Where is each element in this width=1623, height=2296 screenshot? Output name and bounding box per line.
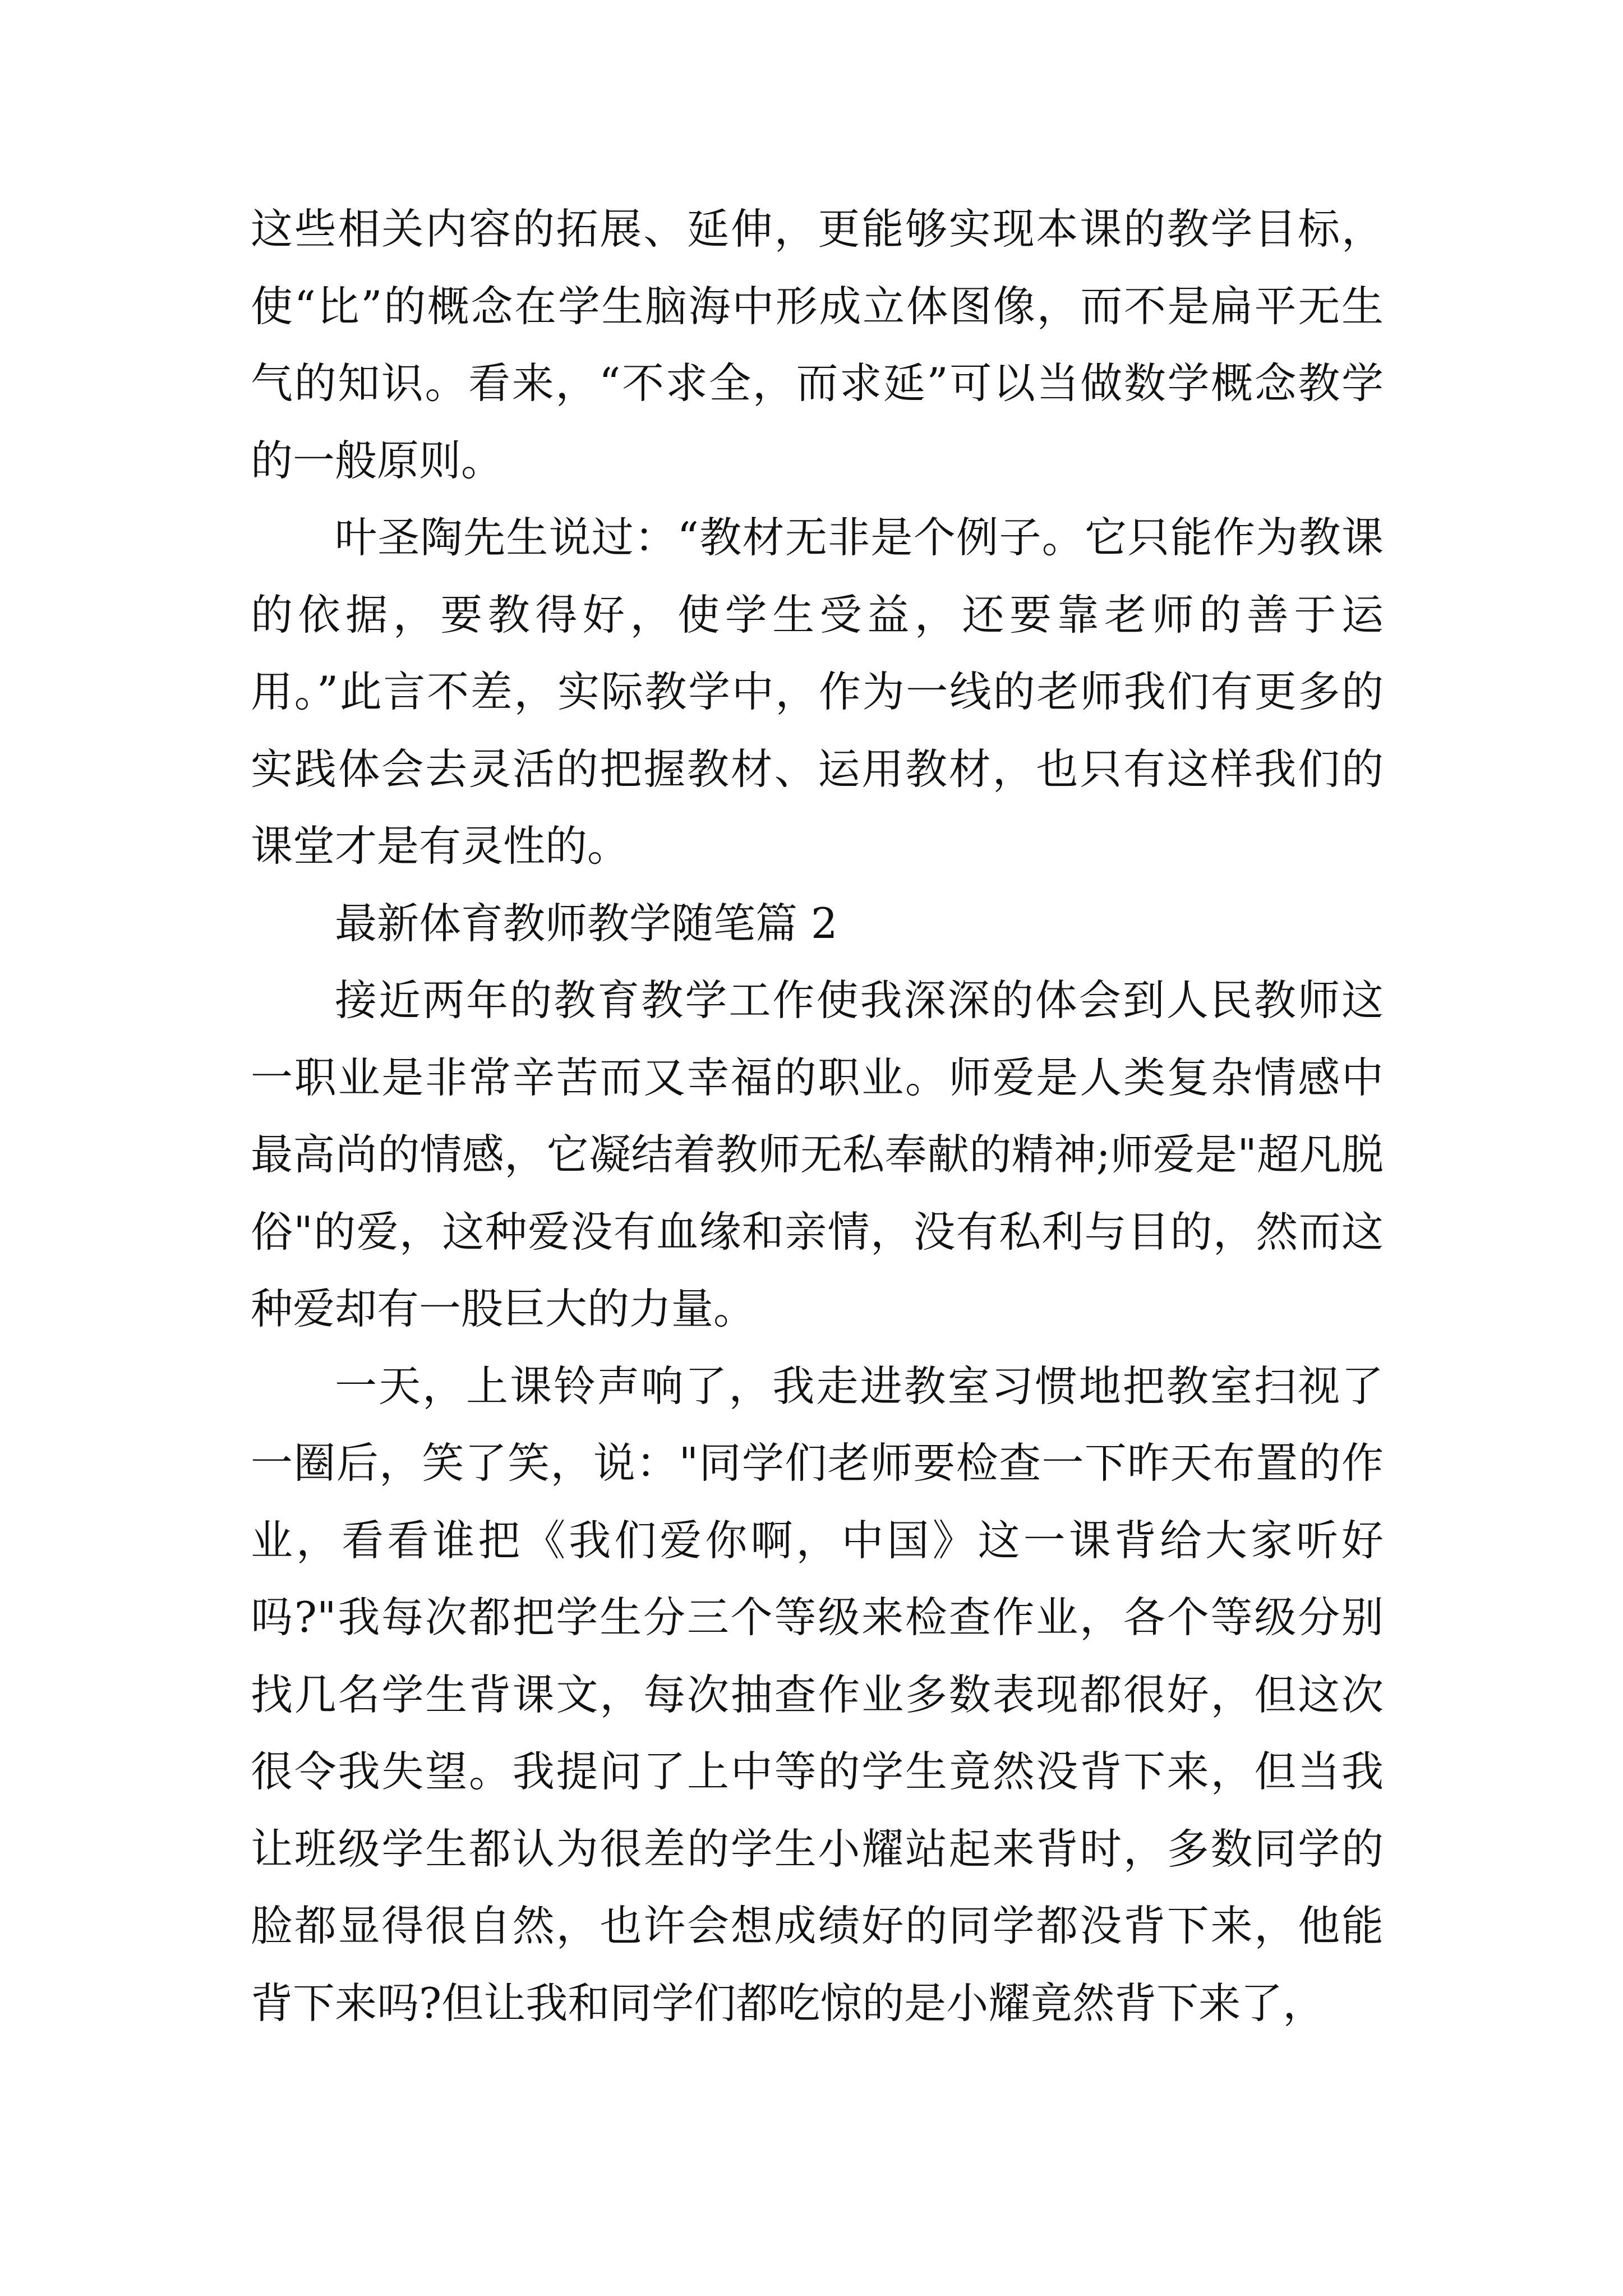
paragraph-ye-shengtao-quote: 叶圣陶先生说过：“教材无非是个例子。它只能作为教课的依据，要教得好，使学生受益，还要靠老师的善于运用。”此言不差，实际教学中，作为一线的老师我们有更多的实践体会去灵活的把握教材、运用教材，也只有这样我们的课堂才是有灵性的。	[251, 513, 1384, 871]
body-text	[251, 191, 1384, 2042]
paragraph-continuation: 这些相关内容的拓展、延伸，更能够实现本课的教学目标，使“比”的概念在学生脑海中形成立体图像，而不是扁平无生气的知识。看来，“不求全，而求延”可以当做数学概念教学的一般原则。	[251, 204, 1384, 485]
paragraph-classroom-story: 一天，上课铃声响了，我走进教室习惯地把教室扫视了一圈后，笑了笑，说："同学们老师要检查一下昨天布置的作业，看看谁把《我们爱你啊，中国》这一课背给大家听好吗?"我每次都把学生分三个等级来检查作业，各个等级分别找几名学生背课文，每次抽查作业多数表现都很好，但这次很令我失望。我提问了上中等的学生竟然没背下来，但当我让班级学生都认为很差的学生小耀站起来背时，多数同学的脸都显得很自然，也许会想成绩好的同学都没背下来，他能背下来吗?但让我和同学们都吃惊的是小耀竟然背下来了，	[251, 1361, 1384, 2028]
section-heading: 最新体育教师教学随笔篇 2	[335, 898, 838, 948]
paragraph-teacher-love: 接近两年的教育教学工作使我深深的体会到人民教师这一职业是非常辛苦而又幸福的职业。师爱是人类复杂情感中最高尚的情感，它凝结着教师无私奉献的精神;师爱是"超凡脱俗"的爱，这种爱没有血缘和亲情，没有私利与目的，然而这种爱却有一股巨大的力量。	[251, 976, 1384, 1333]
